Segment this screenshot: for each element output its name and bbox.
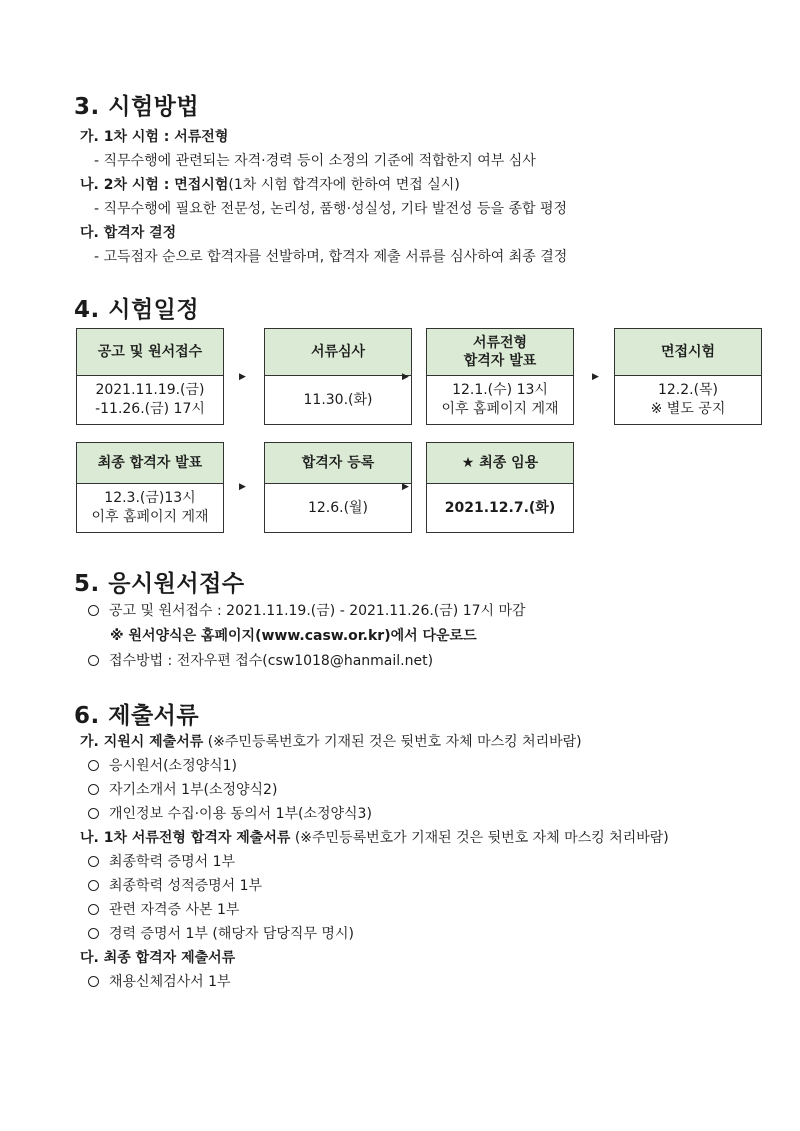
schedule-line: 11.30.(화) — [303, 391, 373, 408]
sec6-group-a-label: 가. 지원시 제출서류 — [80, 734, 204, 750]
section-3-title: 3. 시험방법 — [74, 94, 200, 120]
sec3-item-b — [80, 174, 460, 194]
circle-bullet-icon — [88, 928, 99, 939]
circle-bullet-icon — [88, 808, 99, 819]
sec3-item-c-desc: - 고득점자 순으로 합격자를 선발하며, 합격자 제출 서류를 심사하여 최종 결정 — [94, 249, 568, 265]
sec6-a-item-text: 개인정보 수집·이용 동의서 1부(소정양식3) — [109, 806, 372, 822]
circle-bullet-icon — [88, 784, 99, 795]
sec5-note: ※ 원서양식은 홈페이지(www.casw.or.kr)에서 다운로드 — [110, 628, 477, 644]
schedule-box-body — [265, 484, 411, 532]
arrow-icon: ▶ — [402, 482, 409, 492]
schedule-line: 이후 홈페이지 게재 — [441, 401, 559, 417]
schedule-box-body — [77, 484, 223, 532]
circle-bullet-icon — [88, 904, 99, 915]
sec6-a-item — [88, 803, 372, 823]
schedule-box-head: 서류심사 — [265, 329, 411, 376]
section-5-title: 5. 응시원서접수 — [74, 571, 245, 597]
sec6-b-item-text: 경력 증명서 1부 (해당자 담당직무 명시) — [109, 926, 354, 942]
schedule-box-5 — [76, 442, 224, 533]
schedule-box-body — [77, 376, 223, 424]
schedule-box-1 — [76, 328, 224, 425]
arrow-icon: ▶ — [239, 372, 246, 382]
schedule-box-head: ★ 최종 임용 — [427, 443, 573, 484]
schedule-line: 12.3.(금)13시 — [104, 490, 196, 506]
sec6-b-item — [88, 875, 262, 895]
circle-bullet-icon — [88, 856, 99, 867]
schedule-box-6 — [264, 442, 412, 533]
schedule-box-3 — [426, 328, 574, 425]
schedule-line: 이후 홈페이지 게재 — [91, 509, 209, 525]
sec6-group-a-note: (※주민등록번호가 기재된 것은 뒷번호 자체 마스킹 처리바람) — [203, 734, 582, 750]
schedule-line: 2021.11.19.(금) — [95, 382, 205, 398]
schedule-line: 12.6.(월) — [307, 499, 369, 516]
sec6-a-item-text: 자기소개서 1부(소정양식2) — [109, 782, 278, 798]
sec6-a-item — [88, 755, 237, 775]
sec6-group-b-label: 나. 1차 서류전형 합격자 제출서류 — [80, 830, 291, 846]
circle-bullet-icon — [88, 655, 99, 666]
section-4-title: 4. 시험일정 — [74, 297, 200, 323]
sec5-item-1-text: 공고 및 원서접수 : 2021.11.19.(금) - 2021.11.26.(금) 17시 마감 — [109, 603, 526, 619]
sec6-b-item — [88, 923, 354, 943]
sec6-group-a — [80, 731, 582, 751]
sec3-item-a-desc: - 직무수행에 관련되는 자격·경력 등이 소정의 기준에 적합한지 여부 심사 — [94, 153, 536, 169]
arrow-icon: ▶ — [402, 372, 409, 382]
circle-bullet-icon — [88, 976, 99, 987]
schedule-line: 2021.12.7.(화) — [444, 499, 556, 516]
sec6-a-item-text: 응시원서(소정양식1) — [109, 758, 238, 774]
schedule-box-head: 합격자 등록 — [265, 443, 411, 484]
sec6-c-item-text: 채용신체검사서 1부 — [109, 974, 231, 990]
sec6-b-item-text: 최종학력 증명서 1부 — [109, 854, 235, 870]
sec3-item-b-desc: - 직무수행에 필요한 전문성, 논리성, 품행·성실성, 기타 발전성 등을 종합 평정 — [94, 201, 568, 217]
circle-bullet-icon — [88, 760, 99, 771]
schedule-box-head: 최종 합격자 발표 — [77, 443, 223, 484]
sec5-item-1 — [88, 600, 526, 620]
sec5-item-2 — [88, 650, 433, 670]
schedule-box-2 — [264, 328, 412, 425]
schedule-box-head: 서류전형 합격자 발표 — [427, 329, 573, 376]
sec6-group-b-note: (※주민등록번호가 기재된 것은 뒷번호 자체 마스킹 처리바람) — [290, 830, 669, 846]
schedule-box-7 — [426, 442, 574, 533]
schedule-line: 12.2.(목) — [657, 382, 719, 398]
sec3-item-b-label: 나. 2차 시험 : 면접시험 — [80, 177, 229, 193]
sec6-b-item-text: 관련 자격증 사본 1부 — [109, 902, 240, 918]
section-6-title: 6. 제출서류 — [74, 703, 200, 729]
sec6-b-item-text: 최종학력 성적증명서 1부 — [109, 878, 263, 894]
sec6-b-item — [88, 899, 239, 919]
sec6-group-c: 다. 최종 합격자 제출서류 — [80, 950, 236, 966]
sec6-c-item — [88, 971, 231, 991]
sec3-item-a: 가. 1차 시험 : 서류전형 — [80, 129, 229, 145]
schedule-box-body — [427, 376, 573, 424]
sec5-item-2-text: 접수방법 : 전자우편 접수(csw1018@hanmail.net) — [109, 653, 434, 669]
schedule-box-head: 공고 및 원서접수 — [77, 329, 223, 376]
sec3-item-c: 다. 합격자 결정 — [80, 225, 177, 241]
sec6-b-item — [88, 851, 235, 871]
schedule-box-body — [615, 376, 761, 424]
sec3-item-b-note: (1차 시험 합격자에 한하여 면접 실시) — [228, 177, 460, 193]
schedule-box-body — [427, 484, 573, 532]
arrow-icon: ▶ — [592, 372, 599, 382]
circle-bullet-icon — [88, 605, 99, 616]
schedule-box-4 — [614, 328, 762, 425]
schedule-box-body — [265, 376, 411, 424]
schedule-line: -11.26.(금) 17시 — [95, 401, 205, 417]
circle-bullet-icon — [88, 880, 99, 891]
schedule-line: 12.1.(수) 13시 — [452, 382, 548, 398]
schedule-box-head: 면접시험 — [615, 329, 761, 376]
schedule-line: ※ 별도 공지 — [650, 401, 726, 417]
arrow-icon: ▶ — [239, 482, 246, 492]
sec6-group-b — [80, 827, 669, 847]
sec6-a-item — [88, 779, 277, 799]
